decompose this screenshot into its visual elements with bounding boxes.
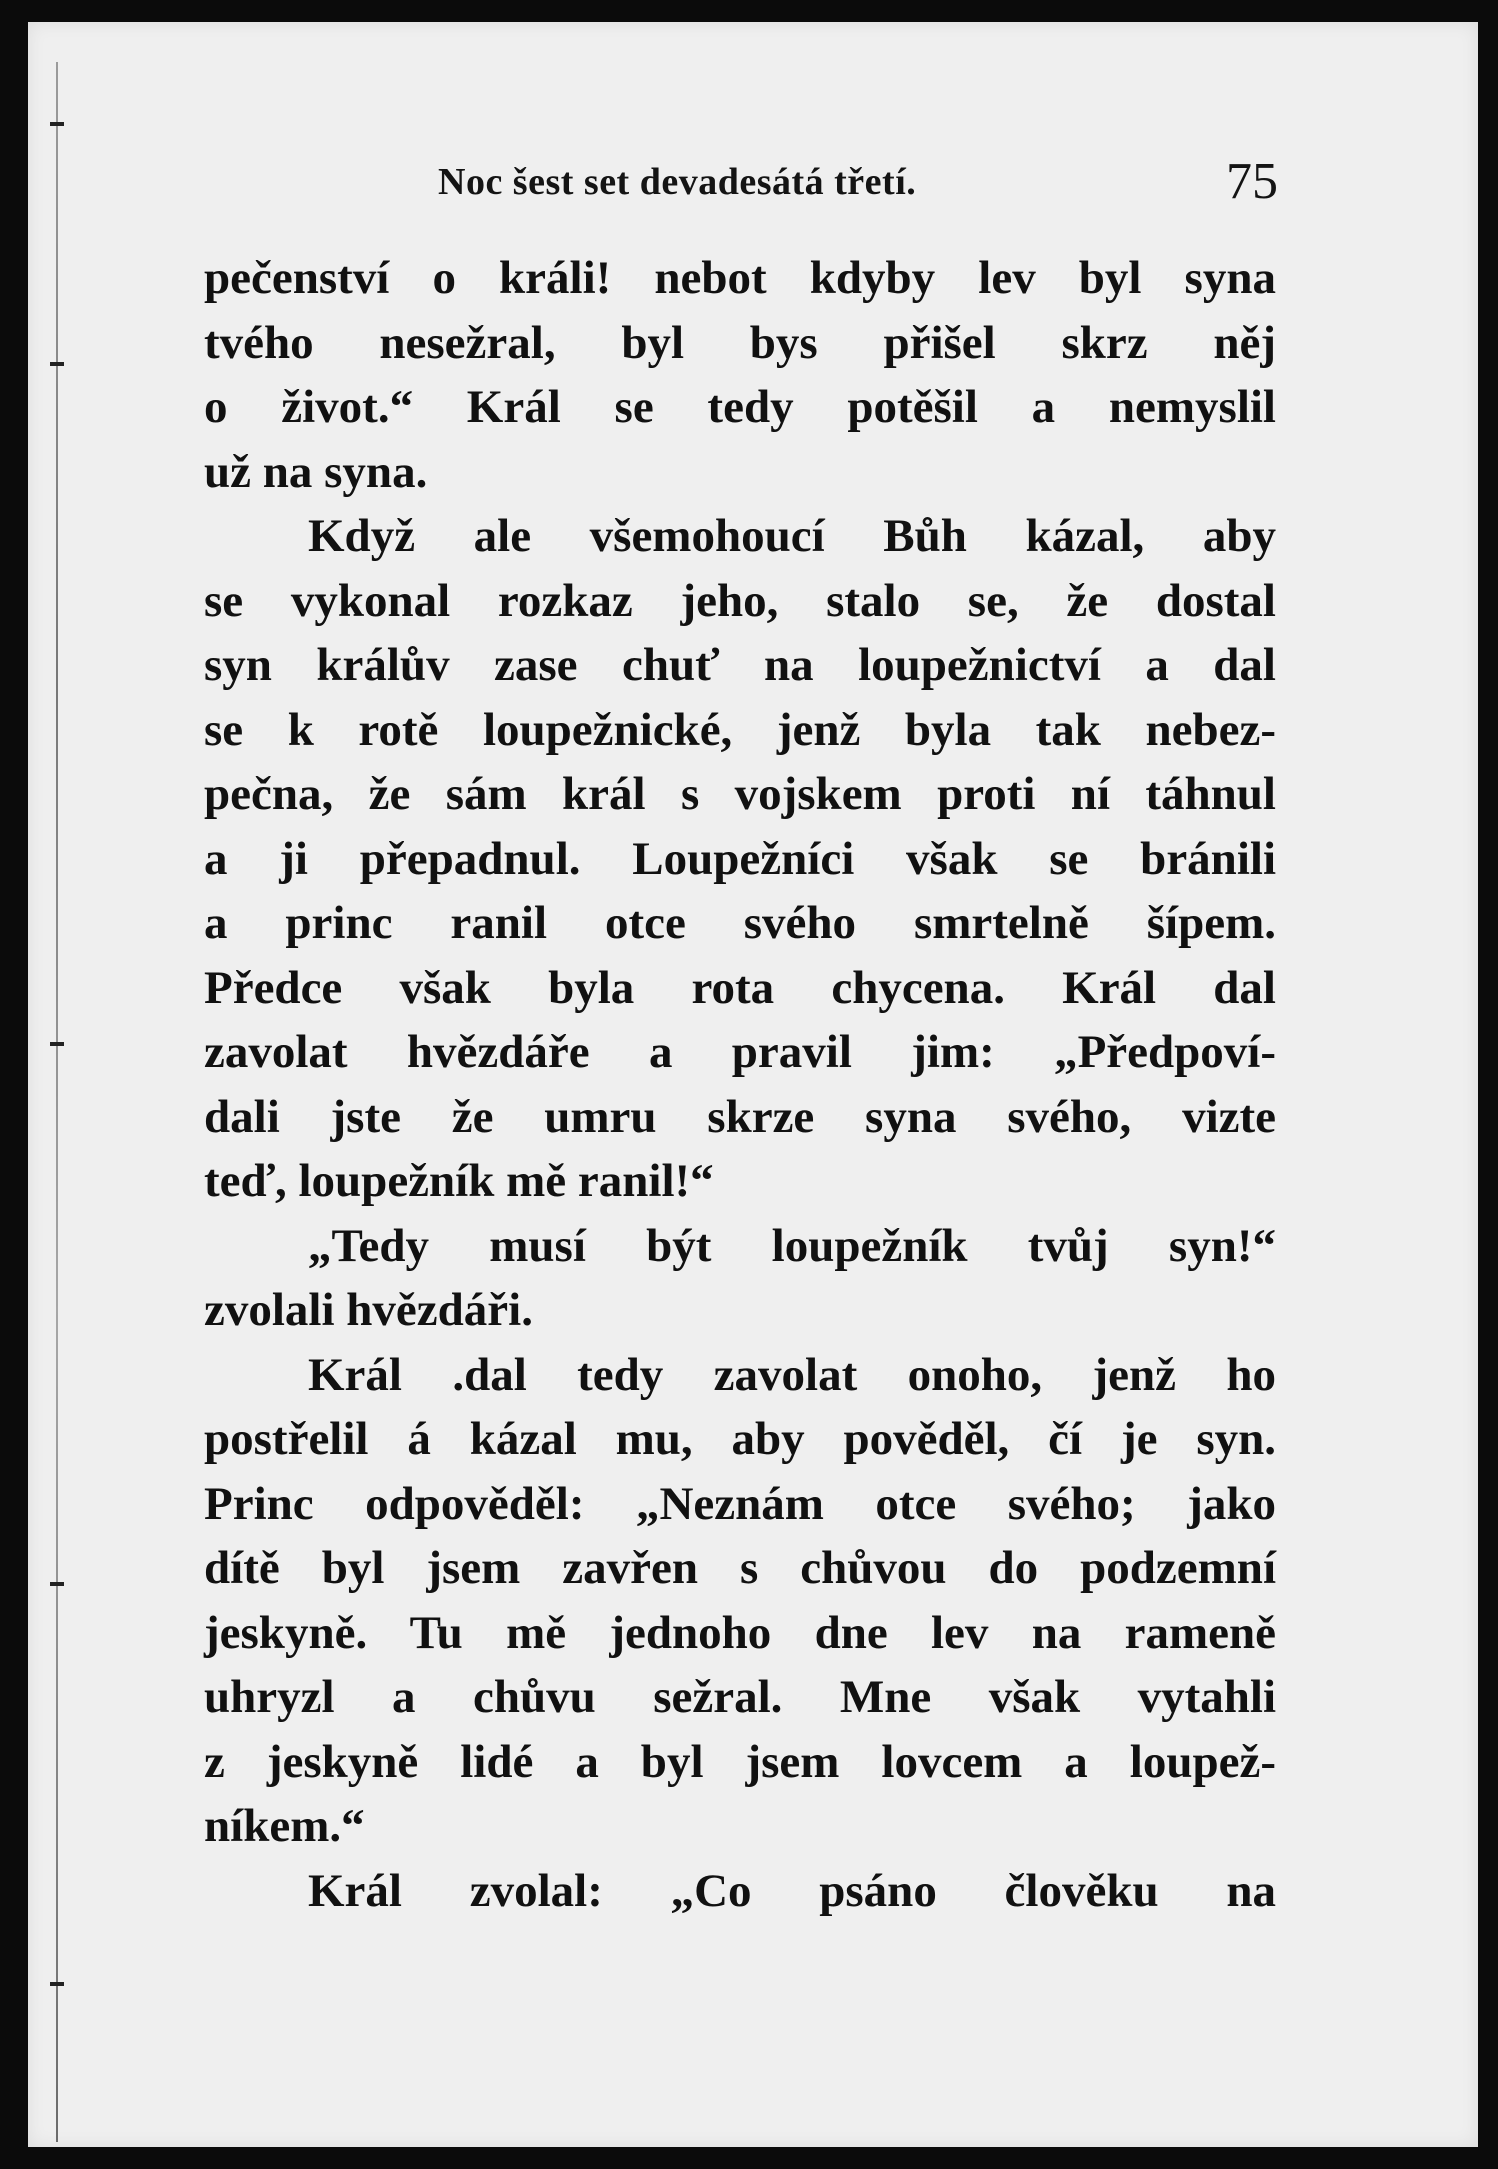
text-line: teď, loupežník mě ranil!“ [204,1155,714,1207]
running-header [438,152,1278,212]
text-line: a princ ranil otce svého smrtelně šípem. [204,897,1276,949]
text-line: syn králův zase chuť na loupežnictví a dal [204,639,1276,691]
text-line: Předce však byla rota chycena. Král dal [204,961,1276,1014]
text-line: už na syna. [204,445,428,498]
text-line: zvolali hvězdáři. [204,1284,533,1336]
binding-mark [50,1042,64,1046]
text-line: dítě byl jsem zavřen s chůvou do podzemní [204,1542,1276,1594]
binding-mark [50,362,64,366]
text-line: Princ odpověděl: „Neznám otce svého; jako [204,1477,1276,1530]
text-line: níkem.“ [204,1800,365,1852]
text-line: se vykonal rozkaz jeho, stalo se, že dostal [204,574,1276,627]
text-line: jeskyně. Tu mě jednoho dne lev na rameně [204,1606,1276,1659]
binding-rule [56,62,58,2142]
text-line: postřelil á kázal mu, aby pověděl, čí je syn. [204,1413,1276,1465]
page-number: 75 [1226,153,1278,210]
text-line: „Tedy musí být loupežník tvůj syn!“ [308,1219,1276,1272]
book-page [28,22,1478,2147]
text-line: Král .dal tedy zavolat onoho, jenž ho [308,1348,1276,1401]
body-text [204,246,1276,1923]
binding-edge [50,62,64,2142]
text-line: Král zvolal: „Co psáno člověku na [308,1864,1276,1917]
text-line: pečna, že sám král s vojskem proti ní táhnul [204,768,1276,820]
binding-mark [50,1582,64,1586]
text-line: se k rotě loupežnické, jenž byla tak nebez- [204,703,1276,756]
running-title: Noc šest set devadesátá třetí. [438,161,917,203]
text-line: pečenství o králi! nebot kdyby lev byl syna [204,252,1276,304]
text-line: a ji přepadnul. Loupežníci však se bránili [204,832,1276,885]
text-line: o život.“ Král se tedy potěšil a nemyslil [204,381,1276,433]
text-line: z jeskyně lidé a byl jsem lovcem a loupež- [204,1735,1276,1788]
binding-mark [50,122,64,126]
text-line: uhryzl a chůvu sežral. Mne však vytahli [204,1671,1276,1723]
text-line: tvého nesežral, byl bys přišel skrz něj [204,316,1276,369]
binding-mark [50,1982,64,1986]
text-line: Když ale všemohoucí Bůh kázal, aby [308,510,1276,562]
text-line: zavolat hvězdáře a pravil jim: „Předpoví- [204,1026,1276,1078]
text-line: dali jste že umru skrze syna svého, vizte [204,1090,1276,1143]
